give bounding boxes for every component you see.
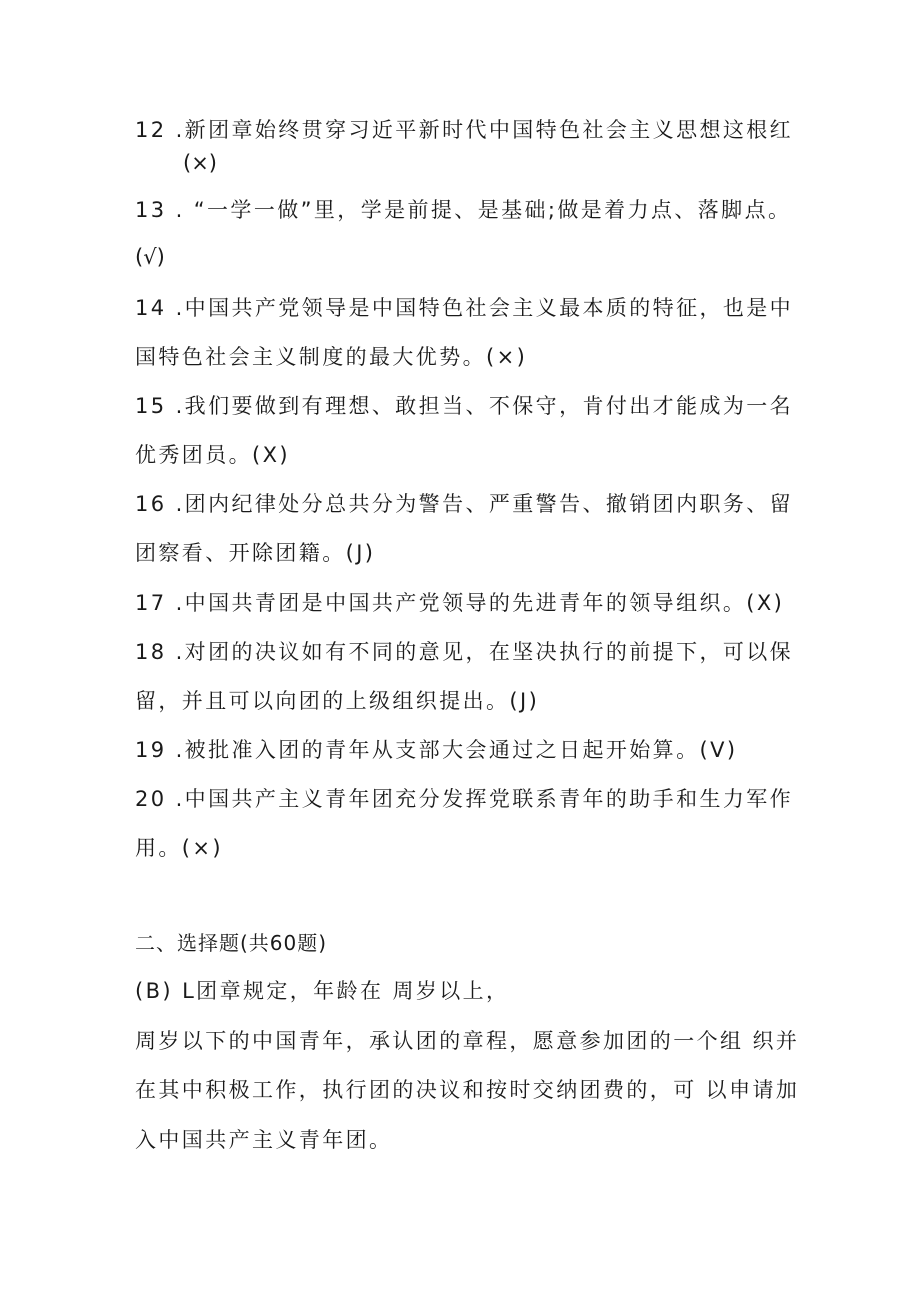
q16-text-cont: 团察看、开除团籍。(J) [135,541,376,565]
choice-q1-text-cont: 周岁以下的中国青年，承认团的章程，愿意参加团的一个组 织并 [135,1029,800,1053]
section-heading: 二、选择题(共60题) [135,931,328,955]
q13-answer: (√) [135,245,165,269]
choice-q1-text-cont: 入中国共产主义青年团。 [135,1128,393,1152]
q14-text-cont: 国特色社会主义制度的最大优势。(×) [135,345,528,369]
choice-q1-text-cont: 在其中积极工作，执行团的决议和按时交纳团费的，可 以申请加 [135,1078,800,1102]
q18-text-cont: 留，并且可以向团的上级组织提出。(J) [135,689,540,713]
q19-text: 19 .被批准入团的青年从支部大会通过之日起开始算。(V) [135,738,738,762]
q13-text: 13 . “一学一做”里，学是前提、是基础;做是着力点、落脚点。 [135,198,792,222]
q14-text: 14 .中国共产党领导是中国特色社会主义最本质的特征，也是中 [135,296,794,320]
q18-text: 18 .对团的决议如有不同的意见，在坚决执行的前提下，可以保 [135,640,794,664]
q20-text-cont: 用。(×) [135,836,223,860]
q15-text: 15 .我们要做到有理想、敢担当、不保守，肯付出才能成为一名 [135,394,794,418]
q12-text: 12 .新团章始终贯穿习近平新时代中国特色社会主义思想这根红 [135,118,794,142]
choice-q1-text: (B) L团章规定，年龄在 周岁以上， [135,979,510,1003]
q16-text: 16 .团内纪律处分总共分为警告、严重警告、撤销团内职务、留 [135,492,794,516]
q15-text-cont: 优秀团员。(X) [135,443,290,467]
q12-answer: (×) [183,151,217,175]
q17-text: 17 .中国共青团是中国共产党领导的先进青年的领导组织。(X) [135,591,785,615]
q20-text: 20 .中国共产主义青年团充分发挥党联系青年的助手和生力军作 [135,787,794,811]
